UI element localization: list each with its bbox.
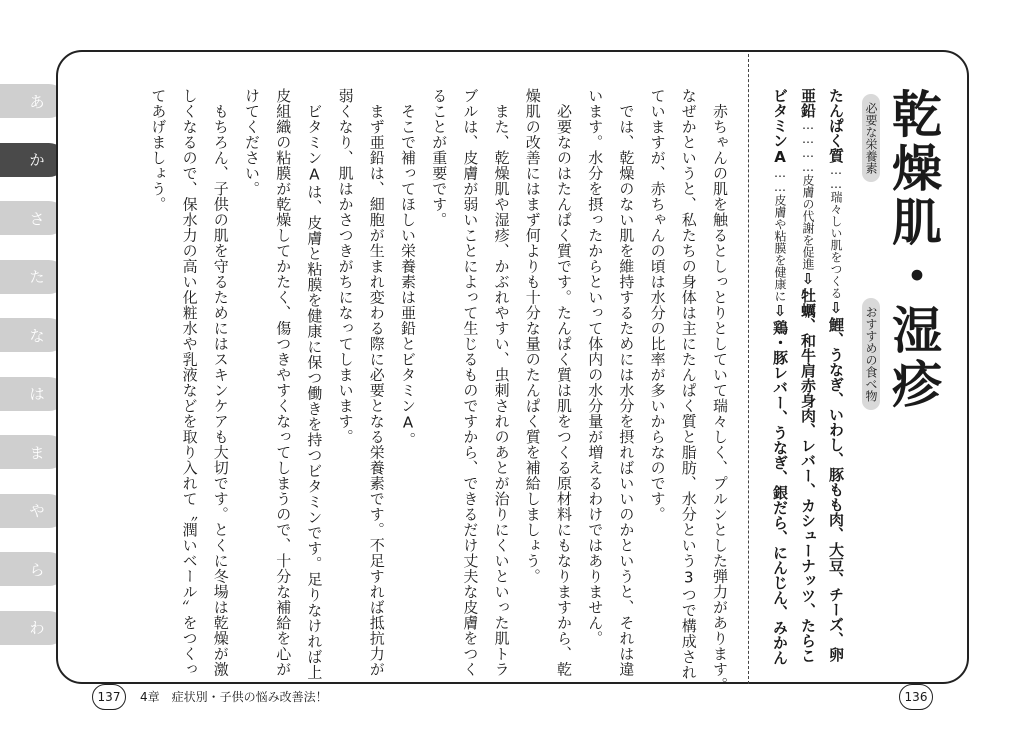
page-title: 乾燥肌・湿疹 (884, 88, 942, 412)
index-tab: わ (0, 611, 66, 645)
body-line: 必要なのはたんぱく質です。たんぱく質は肌をつくる原材料にもなりますから、乾 (555, 88, 573, 677)
body-line: もちろん、子供の肌を守るためにはスキンケアも大切です。とくに冬場は乾燥が激 (211, 88, 230, 677)
index-tab: は (0, 377, 66, 411)
nutrient-detail: 皮膚や粘膜を健康に (773, 194, 787, 302)
nutrient-name: ビタミンA (771, 88, 789, 166)
index-tab: か (0, 143, 66, 177)
arrow-icon: ⇩ (771, 302, 789, 320)
body-line: しくなるので、保水力の高い化粧水や乳液などを取り入れて〝潤いベール〟をつくっ (180, 88, 199, 677)
nutrients-header: 必要な栄養素 (862, 94, 880, 182)
body-line: 弱くなり、肌はかさつきがちになってしまいます。 (336, 88, 355, 445)
body-line: 燥肌の改善にはまず何よりも十分な量のたんぱく質を補給しましょう。 (523, 88, 542, 584)
nutrient-foods: 牡蠣、和牛肩赤身肉、レバー、カシューナッツ、たらこ (799, 288, 817, 663)
column-divider (748, 54, 749, 684)
index-tab: ら (0, 552, 66, 586)
index-tab: や (0, 494, 66, 528)
nutrient-foods: 鶏・豚レバー、うなぎ、銀だら、にんじん、みかん (771, 320, 789, 665)
arrow-icon: ⇩ (827, 299, 845, 317)
body-line: てあげましょう。 (149, 88, 168, 212)
page-number-right: 136 (899, 684, 933, 710)
arrow-icon: ⇩ (799, 270, 817, 288)
chapter-footer: 4章 症状別・子供の悩み改善法！ (140, 690, 328, 704)
nutrient-name: たんぱく質 (827, 88, 845, 163)
leader-dots: …… (773, 166, 787, 194)
nutrient-row (800, 88, 816, 663)
body-line: では、乾燥のない肌を維持するためには水分を摂ればいいのかというと、それは違 (617, 88, 636, 677)
body-line: 赤ちゃんの肌を触るとしっとりとしていて瑞々しく、プルンとした弾力があります。 (711, 88, 729, 693)
foods-header: おすすめの食べ物 (862, 298, 880, 410)
leader-dots: …… (829, 163, 843, 191)
body-line: ビタミンAは、皮膚と粘膜を健康に保つ働きを持つビタミンです。足りなければ上 (305, 88, 324, 680)
body-line: また、乾燥肌や湿疹、かぶれやすい、虫刺されのあとが治りにくいといった肌トラ (492, 88, 511, 677)
body-line: 皮組織の粘膜が乾燥してかたく、傷つきやすくなってしまうので、十分な補給を心が (274, 88, 293, 677)
index-tab: た (0, 260, 66, 294)
body-line: まず亜鉛は、細胞が生まれ変わる際に必要となる栄養素です。不足すれば抵抗力が (367, 88, 386, 677)
nutrient-detail: 瑞々しい肌をつくる (829, 191, 843, 299)
nutrient-row (828, 88, 844, 662)
body-line: ブルは、皮膚が弱いことによって生じるものですから、できるだけ丈夫な皮膚をつく (461, 88, 480, 677)
body-line: けてください。 (243, 88, 261, 197)
body-line: います。水分を摂ったからといって体内の水分量が増えるわけではありません。 (586, 88, 605, 646)
body-line: ることが重要です。 (430, 88, 449, 228)
nutrient-name: 亜鉛 (799, 88, 817, 118)
index-tab: あ (0, 84, 66, 118)
index-tab: ま (0, 435, 66, 469)
index-tab: な (0, 318, 66, 352)
leader-dots: ………… (801, 118, 815, 174)
nutrient-row (772, 88, 788, 665)
body-line: ていますが、赤ちゃんの頃は水分の比率が多いからなのです。 (648, 88, 667, 522)
index-tab: さ (0, 201, 66, 235)
nutrient-detail: 皮膚の代謝を促進 (801, 174, 815, 270)
nutrient-foods: 鯉、うなぎ、いわし、豚もも肉、大豆、チーズ、卵 (827, 317, 845, 662)
body-line: なぜかというと、私たちの身体は主にたんぱく質と脂肪、水分という3つで構成され (679, 88, 698, 680)
page-number-left: 137 (92, 684, 126, 710)
body-line: そこで補ってほしい栄養素は亜鉛とビタミンA。 (399, 88, 417, 448)
